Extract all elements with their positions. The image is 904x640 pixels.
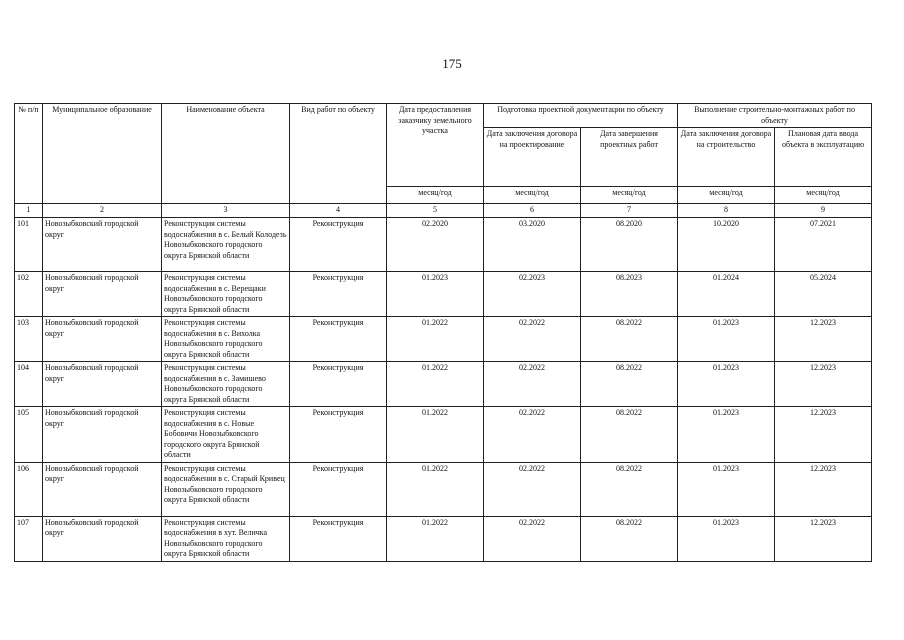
units-label: месяц/год: [775, 187, 872, 204]
row-work-type: Реконструкция: [290, 462, 387, 516]
row-work-type: Реконструкция: [290, 272, 387, 317]
row-num: 103: [15, 317, 43, 362]
row-design-end: 08.2020: [581, 218, 678, 272]
row-work-type: Реконструкция: [290, 407, 387, 463]
row-object: Реконструкция системы водоснабжения в с. Замишево Новозыбковского городского округа Брянской области: [162, 362, 290, 407]
units-label: месяц/год: [678, 187, 775, 204]
row-object: Реконструкция системы водоснабжения в хут. Величка Новозыбковского городского округа Брянской области: [162, 516, 290, 561]
row-design-contract: 02.2022: [484, 516, 581, 561]
table-row: [15, 516, 872, 561]
row-object: Реконструкция системы водоснабжения в с. Старый Кривец Новозыбковского городского округа Брянской области: [162, 462, 290, 516]
header-design-group: Подготовка проектной документации по объекту: [484, 104, 678, 128]
units-label: месяц/год: [484, 187, 581, 204]
column-numbers-row: [15, 204, 872, 218]
row-work-type: Реконструкция: [290, 317, 387, 362]
row-land-date: 01.2022: [387, 407, 484, 463]
row-num: 101: [15, 218, 43, 272]
row-construction-contract: 01.2024: [678, 272, 775, 317]
table-row: [15, 317, 872, 362]
row-num: 102: [15, 272, 43, 317]
table-row: [15, 362, 872, 407]
header-design-contract: Дата заключения договора на проектирование: [484, 128, 581, 187]
header-design-end: Дата завершения проектных работ: [581, 128, 678, 187]
column-number: 5: [387, 204, 484, 218]
header-object-name: Наименование объекта: [162, 104, 290, 204]
row-commissioning: 12.2023: [775, 317, 872, 362]
row-object: Реконструкция системы водоснабжения в с. Новые Бобовичи Новозыбковского городского округа Брянской области: [162, 407, 290, 463]
column-number: 2: [43, 204, 162, 218]
row-land-date: 02.2020: [387, 218, 484, 272]
units-label: месяц/год: [581, 187, 678, 204]
row-commissioning: 07.2021: [775, 218, 872, 272]
row-commissioning: 05.2024: [775, 272, 872, 317]
header-commissioning: Плановая дата ввода объекта в эксплуатацию: [775, 128, 872, 187]
row-design-end: 08.2023: [581, 272, 678, 317]
row-design-contract: 02.2022: [484, 407, 581, 463]
row-commissioning: 12.2023: [775, 462, 872, 516]
row-commissioning: 12.2023: [775, 407, 872, 463]
column-number: 1: [15, 204, 43, 218]
column-number: 3: [162, 204, 290, 218]
row-object: Реконструкция системы водоснабжения в с. Верещаки Новозыбковского городского округа Брянской области: [162, 272, 290, 317]
row-municipality: Новозыбковский городской округ: [43, 317, 162, 362]
row-design-contract: 03.2020: [484, 218, 581, 272]
column-number: 4: [290, 204, 387, 218]
row-design-end: 08.2022: [581, 362, 678, 407]
column-number: 9: [775, 204, 872, 218]
header-municipality: Муниципальное образование: [43, 104, 162, 204]
row-construction-contract: 01.2023: [678, 462, 775, 516]
row-design-contract: 02.2022: [484, 362, 581, 407]
row-num: 104: [15, 362, 43, 407]
table-row: [15, 218, 872, 272]
row-num: 107: [15, 516, 43, 561]
table-body: [15, 218, 872, 562]
row-municipality: Новозыбковский городской округ: [43, 516, 162, 561]
column-number: 7: [581, 204, 678, 218]
row-municipality: Новозыбковский городской округ: [43, 272, 162, 317]
objects-table: [14, 103, 872, 562]
row-land-date: 01.2022: [387, 516, 484, 561]
header-construction-contract: Дата заключения договора на строительство: [678, 128, 775, 187]
table-row: [15, 407, 872, 463]
row-design-contract: 02.2022: [484, 317, 581, 362]
page-number: 175: [442, 56, 462, 71]
row-land-date: 01.2022: [387, 462, 484, 516]
row-construction-contract: 01.2023: [678, 317, 775, 362]
row-municipality: Новозыбковский городской округ: [43, 407, 162, 463]
row-design-end: 08.2022: [581, 317, 678, 362]
row-construction-contract: 10.2020: [678, 218, 775, 272]
row-design-contract: 02.2023: [484, 272, 581, 317]
units-label: месяц/год: [387, 187, 484, 204]
row-construction-contract: 01.2023: [678, 362, 775, 407]
row-municipality: Новозыбковский городской округ: [43, 362, 162, 407]
row-land-date: 01.2022: [387, 362, 484, 407]
row-object: Реконструкция системы водоснабжения в с. Белый Колодезь Новозыбковского городского округа Брянской области: [162, 218, 290, 272]
row-work-type: Реконструкция: [290, 516, 387, 561]
row-design-end: 08.2022: [581, 462, 678, 516]
row-construction-contract: 01.2023: [678, 407, 775, 463]
column-number: 6: [484, 204, 581, 218]
row-land-date: 01.2023: [387, 272, 484, 317]
header-land-date: Дата предоставления заказчику земельного участка: [387, 104, 484, 187]
header-construction-group: Выполнение строительно-монтажных работ по объекту: [678, 104, 872, 128]
row-work-type: Реконструкция: [290, 362, 387, 407]
row-land-date: 01.2022: [387, 317, 484, 362]
row-commissioning: 12.2023: [775, 516, 872, 561]
column-number: 8: [678, 204, 775, 218]
row-construction-contract: 01.2023: [678, 516, 775, 561]
row-num: 105: [15, 407, 43, 463]
row-commissioning: 12.2023: [775, 362, 872, 407]
table-row: [15, 462, 872, 516]
table-header: [15, 104, 872, 218]
header-num: № п/п: [15, 104, 43, 204]
row-design-end: 08.2022: [581, 407, 678, 463]
table-row: [15, 272, 872, 317]
row-object: Реконструкция системы водоснабжения в с. Вихолка Новозыбковского городского округа Брянской области: [162, 317, 290, 362]
row-municipality: Новозыбковский городской округ: [43, 218, 162, 272]
header-work-type: Вид работ по объекту: [290, 104, 387, 204]
row-work-type: Реконструкция: [290, 218, 387, 272]
row-municipality: Новозыбковский городской округ: [43, 462, 162, 516]
row-design-contract: 02.2022: [484, 462, 581, 516]
row-num: 106: [15, 462, 43, 516]
row-design-end: 08.2022: [581, 516, 678, 561]
